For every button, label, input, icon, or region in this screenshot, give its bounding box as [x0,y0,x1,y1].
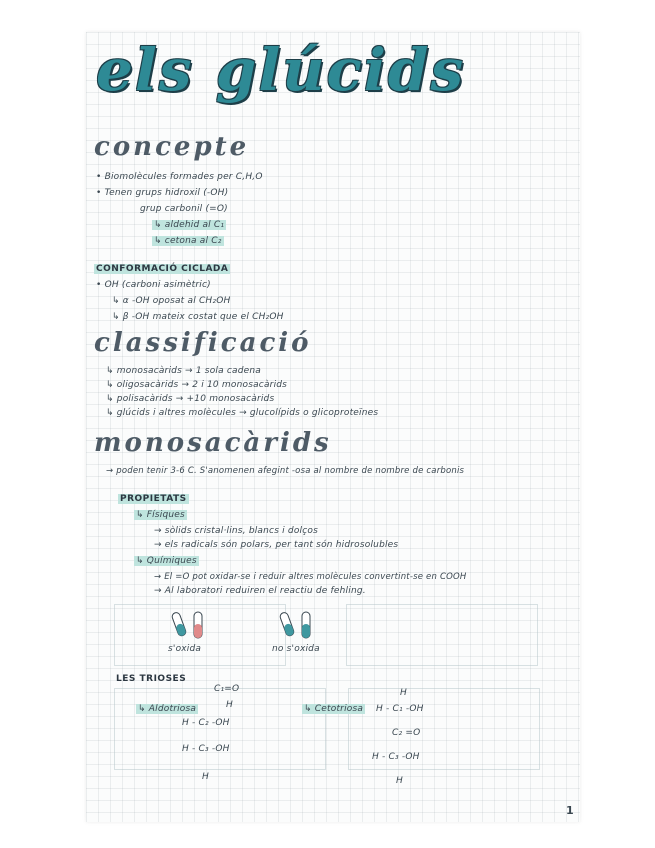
fisiques-label [134,510,187,520]
concepte-line-5 [152,236,224,246]
ceto-struct-5: H [396,776,403,786]
conformacio-line-3: ↳ β -OH mateix costat que el CH₂OH [112,312,284,322]
cetona-highlight: ↳ cetona al C₂ [154,236,222,246]
fisiques-label-text: ↳ Físiques [136,510,185,520]
aldo-struct-5: H [202,772,209,782]
tube-label-oxidize: s'oxida [168,644,202,654]
aldotriosa-label [136,704,198,714]
concepte-line-2: • Tenen grups hidroxil (-OH) [96,188,229,198]
concepte-line-4 [152,220,226,230]
quimiques-label [134,556,199,566]
aldotriosa-label-text: ↳ Aldotriosa [138,704,197,714]
aldo-struct-3: H - C₂ -OH [182,718,230,728]
monosacarids-intro: → poden tenir 3-6 C. S'anomenen afegint -osa al nombre de nombre de carbonis [106,466,465,476]
quimiques-label-text: ↳ Químiques [136,556,197,566]
conformacio-subheading [94,264,230,274]
ceto-struct-4: H - C₃ -OH [372,752,420,762]
test-tubes-no-oxidize-icon [278,610,318,644]
trioses-box-left [114,688,326,770]
notebook-page [86,32,580,822]
test-tubes-oxidize-icon [170,610,210,644]
concepte-heading [94,132,249,162]
fisiques-line-2: → els radicals són polars, per tant són hidrosolubles [154,540,399,550]
quimiques-line-2: → Al laboratori reduiren el reactiu de fehling. [154,586,366,596]
classificacio-line-1: ↳ monosacàrids → 1 sola cadena [106,366,262,376]
fisiques-line-1: → sòlids cristal·lins, blancs i dolços [154,526,318,536]
ceto-struct-3: C₂ =O [392,728,421,738]
ceto-struct-1: H [400,688,407,698]
classificacio-heading-text: classificació [94,328,312,358]
trioses-subheading: LES TRIOSES [116,674,187,684]
concepte-line-1: • Biomolècules formades per C,H,O [96,172,263,182]
monosacarids-heading [94,428,332,458]
conformacio-line-2: ↳ α -OH oposat al CH₂OH [112,296,231,306]
quimiques-line-1: → El =O pot oxidar-se i reduir altres molècules convertint-se en COOH [154,572,467,582]
cetotriosa-label-text: ↳ Cetotriosa [304,704,364,714]
aldo-struct-2: H [226,700,233,710]
aldo-struct-4: H - C₃ -OH [182,744,230,754]
classificacio-heading [94,328,312,358]
cetotriosa-label [302,704,365,714]
classificacio-line-2: ↳ oligosacàrids → 2 i 10 monosacàrids [106,380,288,390]
conformacio-subheading-text: CONFORMACIÓ CICLADA [96,264,229,274]
page-title: els glúcids [96,36,466,104]
propietats-subheading [118,494,189,504]
tube-box-right [346,604,538,666]
propietats-label: PROPIETATS [120,494,187,504]
classificacio-line-4: ↳ glúcids i altres molècules → glucolípids o glicoproteïnes [106,408,379,418]
aldehid-highlight: ↳ aldehid al C₁ [154,220,225,230]
page-number: 1 [566,804,574,817]
classificacio-line-3: ↳ polisacàrids → +10 monosacàrids [106,394,275,404]
tube-label-no-oxidize: no s'oxida [272,644,320,654]
ceto-struct-2: H - C₁ -OH [376,704,424,714]
concepte-heading-text: concepte [94,132,250,162]
aldo-struct-1: C₁=O [214,684,240,694]
monosacarids-heading-text: monosacàrids [94,428,332,458]
concepte-line-3: grup carbonil (=O) [140,204,228,214]
conformacio-line-1: • OH (carboni asimètric) [96,280,211,290]
